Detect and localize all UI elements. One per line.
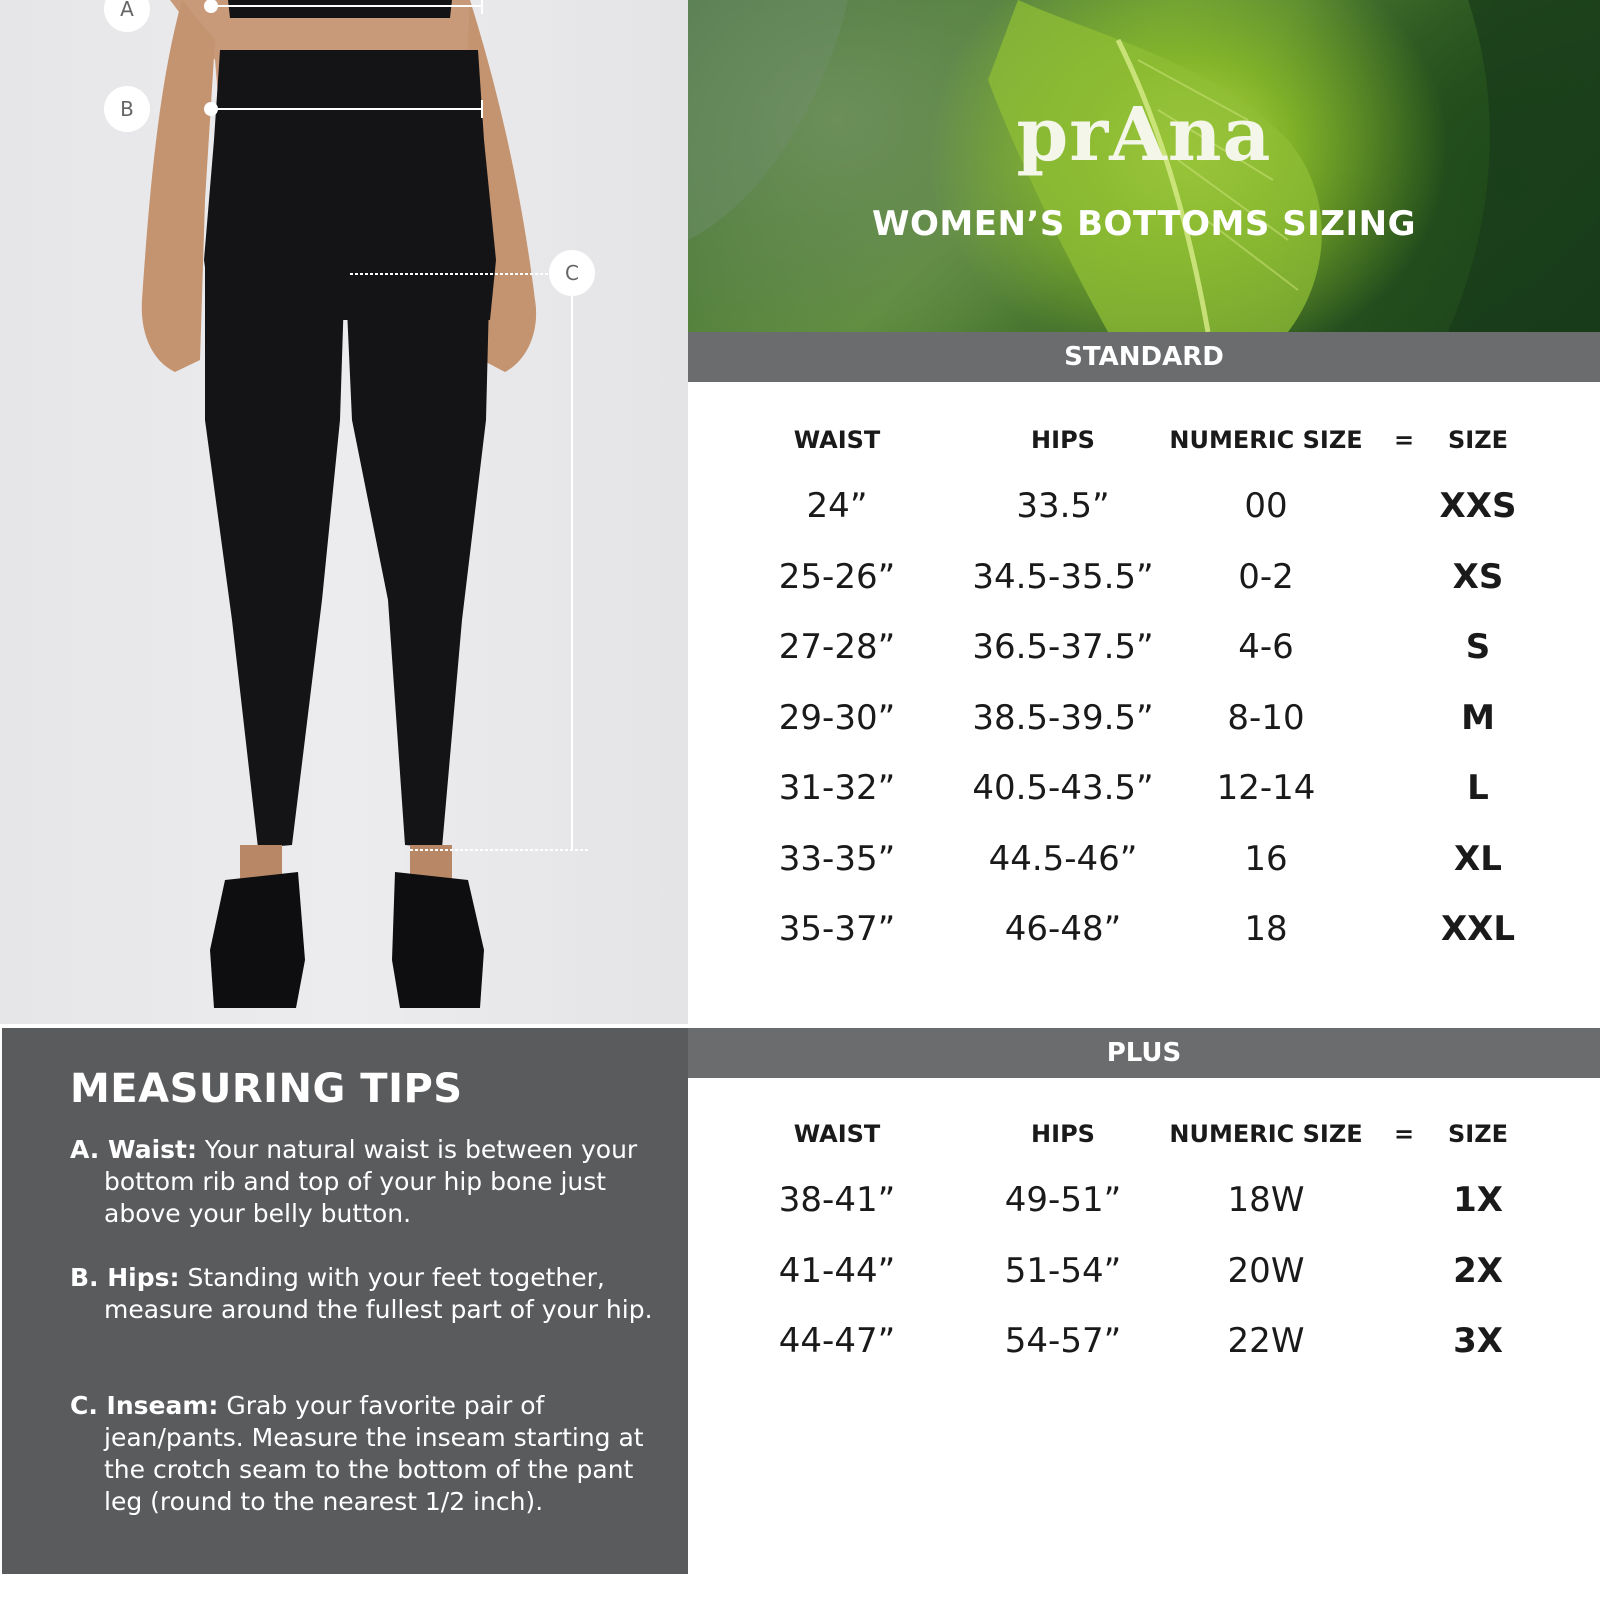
cell-size: XS bbox=[1452, 556, 1504, 597]
cell-hips: 38.5-39.5” bbox=[972, 697, 1154, 738]
cell-hips: 36.5-37.5” bbox=[972, 627, 1154, 667]
brand-logo: prAna bbox=[1016, 92, 1272, 178]
marker-b: B bbox=[104, 86, 150, 132]
cell-numeric-size: 22W bbox=[1227, 1321, 1305, 1361]
plus-section-header: PLUS bbox=[688, 1028, 1600, 1078]
tip-waist bbox=[70, 1134, 660, 1230]
cell-numeric-size: 00 bbox=[1244, 486, 1288, 526]
tips-title: MEASURING TIPS bbox=[70, 1066, 463, 1112]
cell-waist: 35-37” bbox=[778, 909, 896, 949]
tip-hips-label: B. Hips: bbox=[70, 1263, 180, 1292]
tip-hips-text: Standing with your feet together, measure around the fullest part of your hip. bbox=[104, 1263, 653, 1324]
cell-hips: 33.5” bbox=[1016, 486, 1110, 526]
cell-size: 2X bbox=[1453, 1250, 1503, 1291]
cell-hips: 49-51” bbox=[1004, 1180, 1122, 1220]
tip-inseam-text: Grab your favorite pair of jean/pants. Measure the inseam starting at the crotch seam to the bottom of the pant leg (round to the nearest 1/2 inch). bbox=[104, 1391, 644, 1516]
cell-hips: 46-48” bbox=[1004, 909, 1122, 949]
column-header-equals: = bbox=[1393, 1120, 1415, 1148]
cell-size: XXS bbox=[1439, 486, 1517, 526]
hero-banner bbox=[688, 0, 1600, 332]
cell-size: 1X bbox=[1453, 1180, 1503, 1220]
cell-numeric-size: 16 bbox=[1244, 838, 1288, 879]
column-header-size: SIZE bbox=[1447, 426, 1509, 454]
cell-numeric-size: 0-2 bbox=[1238, 556, 1294, 597]
cell-waist: 44-47” bbox=[778, 1321, 896, 1361]
tip-inseam-label: C. Inseam: bbox=[70, 1391, 219, 1420]
tip-waist-label: A. Waist: bbox=[70, 1135, 197, 1164]
cell-hips: 44.5-46” bbox=[988, 838, 1138, 879]
column-header-equals: = bbox=[1393, 426, 1415, 454]
cell-waist: 25-26” bbox=[778, 556, 896, 597]
cell-waist: 33-35” bbox=[778, 838, 896, 879]
marker-c: C bbox=[549, 250, 595, 296]
column-header-waist: WAIST bbox=[793, 1120, 881, 1148]
cell-waist: 41-44” bbox=[778, 1250, 896, 1291]
leggings-model-illustration bbox=[0, 0, 688, 1024]
cell-numeric-size: 20W bbox=[1227, 1250, 1305, 1291]
tip-inseam bbox=[70, 1390, 660, 1518]
cell-numeric-size: 18W bbox=[1227, 1180, 1305, 1220]
marker-a: A bbox=[104, 0, 150, 32]
measuring-tips-panel bbox=[2, 1028, 688, 1574]
tip-waist-text: Your natural waist is between your bottom rib and top of your hip bone just above your belly button. bbox=[104, 1135, 638, 1228]
cell-waist: 31-32” bbox=[778, 768, 896, 808]
cell-numeric-size: 4-6 bbox=[1238, 627, 1294, 667]
column-header-waist: WAIST bbox=[793, 426, 881, 454]
cell-hips: 51-54” bbox=[1004, 1250, 1122, 1291]
standard-section-header: STANDARD bbox=[688, 332, 1600, 382]
cell-numeric-size: 8-10 bbox=[1227, 697, 1305, 738]
column-header-numeric-size: NUMERIC SIZE bbox=[1169, 426, 1363, 454]
cell-waist: 27-28” bbox=[778, 627, 896, 667]
cell-waist: 29-30” bbox=[778, 697, 896, 738]
cell-size: XL bbox=[1454, 838, 1502, 879]
cell-waist: 38-41” bbox=[778, 1180, 896, 1220]
cell-numeric-size: 12-14 bbox=[1216, 768, 1316, 808]
cell-size: XXL bbox=[1440, 909, 1516, 949]
cell-size: S bbox=[1465, 627, 1491, 667]
cell-size: L bbox=[1467, 768, 1489, 808]
column-header-hips: HIPS bbox=[1031, 1120, 1095, 1148]
page-title: WOMEN’S BOTTOMS SIZING bbox=[871, 204, 1416, 244]
tip-hips bbox=[70, 1262, 660, 1326]
column-header-numeric-size: NUMERIC SIZE bbox=[1169, 1120, 1363, 1148]
cell-hips: 54-57” bbox=[1004, 1321, 1122, 1361]
cell-numeric-size: 18 bbox=[1244, 909, 1288, 949]
cell-hips: 34.5-35.5” bbox=[972, 556, 1154, 597]
column-header-hips: HIPS bbox=[1031, 426, 1095, 454]
column-header-size: SIZE bbox=[1447, 1120, 1509, 1148]
cell-waist: 24” bbox=[806, 486, 868, 526]
cell-size: 3X bbox=[1453, 1321, 1503, 1361]
cell-hips: 40.5-43.5” bbox=[972, 768, 1154, 808]
model-photo bbox=[0, 0, 688, 1024]
cell-size: M bbox=[1461, 697, 1495, 738]
